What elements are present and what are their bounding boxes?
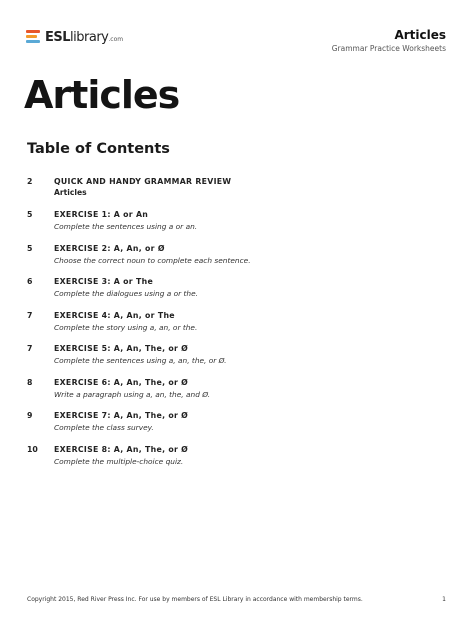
toc-entry-description: Complete the sentences using a or an. — [54, 222, 198, 231]
toc-entry[interactable] — [27, 243, 447, 266]
toc-entry-title: EXERCISE 4: A, An, or The — [54, 311, 175, 320]
toc-entry-description: Complete the multiple-choice quiz. — [54, 457, 184, 466]
toc-entry[interactable] — [27, 176, 447, 198]
toc-entry-description: Complete the sentences using a, an, the, or Ø. — [54, 356, 227, 365]
toc-entry[interactable] — [27, 377, 447, 400]
logo-wordmark: ESLlibrary.com — [45, 29, 124, 45]
toc-entry[interactable] — [27, 410, 447, 433]
toc-page-number: 5 — [27, 210, 33, 219]
toc-entry-subtitle: Articles — [54, 188, 87, 197]
toc-page-number: 10 — [27, 445, 38, 454]
esl-library-logo — [26, 28, 123, 46]
page-number: 1 — [442, 596, 446, 603]
copyright-notice: Copyright 2015, Red River Press Inc. For use by members of ESL Library in accordance with membership terms. — [27, 596, 363, 603]
toc-entry[interactable] — [27, 444, 447, 467]
toc-page-number: 8 — [27, 378, 33, 387]
toc-page-number: 5 — [27, 244, 33, 253]
toc-entry-description: Complete the class survey. — [54, 423, 154, 432]
toc-page-number: 9 — [27, 411, 33, 420]
toc-entry-title: EXERCISE 2: A, An, or Ø — [54, 244, 165, 253]
toc-entry-description: Complete the story using a, an, or the. — [54, 323, 198, 332]
toc-entry-title: EXERCISE 8: A, An, The, or Ø — [54, 445, 189, 454]
logo-stripes-icon — [26, 29, 42, 45]
toc-entry[interactable] — [27, 276, 447, 299]
toc-page-number: 7 — [27, 344, 33, 353]
page-title: Articles — [24, 73, 180, 117]
toc-entry-title: EXERCISE 7: A, An, The, or Ø — [54, 411, 189, 420]
running-header — [332, 28, 446, 53]
toc-entry-description: Complete the dialogues using a or the. — [54, 289, 198, 298]
toc-heading: Table of Contents — [27, 141, 170, 157]
toc-entry-title: EXERCISE 1: A or An — [54, 210, 149, 219]
toc-entry[interactable] — [27, 343, 447, 366]
toc-entry-title: EXERCISE 5: A, An, The, or Ø — [54, 344, 189, 353]
header-subtitle: Grammar Practice Worksheets — [331, 44, 446, 53]
toc-entry-title: EXERCISE 3: A or The — [54, 277, 154, 286]
toc-entry-description: Write a paragraph using a, an, the, and Ø. — [54, 390, 211, 399]
toc-entry-title: EXERCISE 6: A, An, The, or Ø — [54, 378, 189, 387]
toc-page-number: 7 — [27, 311, 33, 320]
toc-page-number: 2 — [27, 177, 33, 186]
toc-entry-description: Choose the correct noun to complete each sentence. — [54, 256, 251, 265]
toc-entry[interactable] — [27, 209, 447, 232]
toc-entry[interactable] — [27, 310, 447, 333]
page-footer — [27, 596, 446, 603]
header-title: Articles — [394, 28, 446, 42]
toc-page-number: 6 — [27, 277, 33, 286]
toc-entry-title: QUICK AND HANDY GRAMMAR REVIEW — [54, 177, 232, 186]
